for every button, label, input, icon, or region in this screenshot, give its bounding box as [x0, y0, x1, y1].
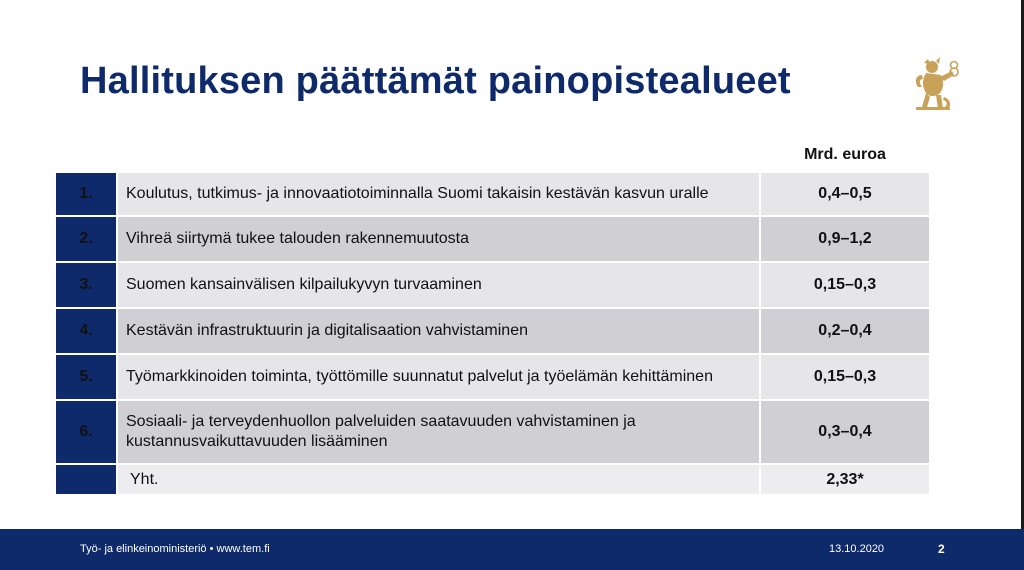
row-value: 0,3–0,4 — [760, 400, 930, 464]
slide-title: Hallituksen päättämät painopistealueet — [80, 60, 791, 102]
row-description: Koulutus, tutkimus- ja innovaatiotoiminnalla Suomi takaisin kestävän kasvun uralle — [117, 172, 760, 216]
row-value: 0,2–0,4 — [760, 308, 930, 354]
table-row — [55, 354, 930, 400]
row-value: 0,15–0,3 — [760, 354, 930, 400]
table-row — [55, 262, 930, 308]
table-row — [55, 308, 930, 354]
table-row — [55, 172, 930, 216]
table-row — [55, 400, 930, 464]
row-description: Kestävän infrastruktuurin ja digitalisaation vahvistaminen — [117, 308, 760, 354]
row-number: 5. — [55, 354, 117, 400]
page-number: 2 — [938, 542, 945, 556]
row-description: Vihreä siirtymä tukee talouden rakennemuutosta — [117, 216, 760, 262]
total-label: Yht. — [117, 464, 760, 495]
row-description: Suomen kansainvälisen kilpailukyvyn turvaaminen — [117, 262, 760, 308]
row-number: 2. — [55, 216, 117, 262]
row-number: 3. — [55, 262, 117, 308]
footer-bar — [0, 529, 1024, 570]
row-number: 4. — [55, 308, 117, 354]
row-number: 1. — [55, 172, 117, 216]
row-value: 0,9–1,2 — [760, 216, 930, 262]
table-row — [55, 216, 930, 262]
row-number: 6. — [55, 400, 117, 464]
total-number-cell — [55, 464, 117, 495]
total-value: 2,33* — [760, 464, 930, 495]
total-row — [55, 464, 930, 495]
row-description: Sosiaali- ja terveydenhuollon palveluiden saatavuuden vahvistaminen ja kustannusvaikuttavuuden lisääminen — [117, 400, 760, 464]
lion-logo-icon — [914, 57, 962, 113]
priorities-table — [54, 171, 931, 496]
column-header-mrd-euroa: Mrd. euroa — [804, 146, 886, 163]
row-description: Työmarkkinoiden toiminta, työttömille suunnatut palvelut ja työelämän kehittäminen — [117, 354, 760, 400]
footer-date: 13.10.2020 — [829, 543, 885, 555]
footer-organization: Työ- ja elinkeinoministeriö • www.tem.fi — [80, 543, 270, 555]
row-value: 0,15–0,3 — [760, 262, 930, 308]
row-value: 0,4–0,5 — [760, 172, 930, 216]
